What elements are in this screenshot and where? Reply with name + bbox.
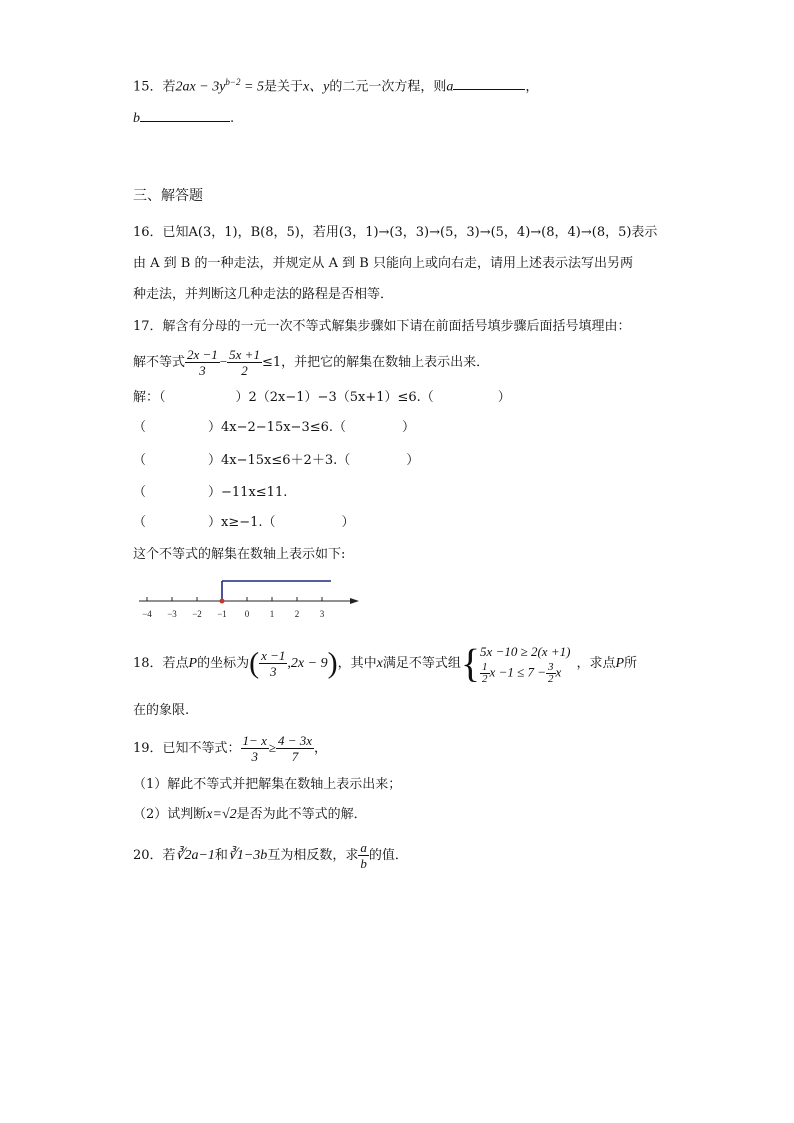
- q18-text-tail2: 所: [624, 656, 638, 671]
- axis-arrow: [350, 598, 359, 604]
- q18-paren-left: (: [249, 646, 260, 680]
- q19-text-post: ，: [314, 741, 328, 756]
- q15-blank-b[interactable]: [140, 109, 230, 122]
- q17-step3-text: ）4x−15x≤6＋2＋3.（: [208, 453, 351, 468]
- q17-step-2: [133, 419, 415, 437]
- q15-eq-lhs: 2ax − 3y: [175, 79, 226, 95]
- q15-text-tail: 的二元一次方程，则: [329, 79, 447, 95]
- q17-step5-open: （: [133, 515, 147, 530]
- tick-label: 2: [294, 609, 300, 619]
- q20-root-2: ∛1−3b: [227, 848, 268, 863]
- q19-fraction-1: $\frac{1- x}{3}$: [242, 733, 267, 764]
- q15-exponent: b−2: [225, 77, 241, 87]
- q19-ge: ≥: [268, 740, 276, 755]
- q15-line1: [133, 73, 538, 96]
- q18-system-eq2: $\frac{1}{2}$ x −1 ≤ 7 − $\frac{3}{2}$ x: [482, 661, 562, 685]
- q17-step4-open: （: [133, 485, 147, 500]
- q17-step-5: [133, 514, 355, 532]
- q15-period: .: [230, 111, 235, 126]
- q17-step5-text: ）x≥−1.（: [208, 515, 276, 530]
- q20-fraction: $\frac{a}{b}$: [360, 840, 367, 871]
- q17-line2: [133, 347, 489, 378]
- q18-text-mid2: ，其中: [337, 656, 377, 671]
- q18-system-eq1: 5x −10 ≥ 2(x +1): [480, 644, 571, 659]
- q17-step1-open: 解：（: [133, 390, 166, 405]
- q15-text-mid: 是关于: [263, 79, 303, 95]
- section-heading: 三、解答题: [133, 188, 203, 204]
- q18-paren-right: ): [327, 646, 338, 680]
- tick-label: 1: [269, 609, 275, 619]
- q19-text-pre: 19．已知不等式：: [133, 741, 241, 756]
- q19-part2-root: √2: [221, 807, 237, 822]
- q17-step3-close: ）: [406, 453, 420, 468]
- q16-line1: 16．已知A(3，1)，B(8，5)，若用(3，1)→(3，3)→(5，3)→(5，4)→(8，4)→(8，5)表示: [133, 225, 658, 240]
- tick-label: 0: [244, 609, 250, 619]
- q15-vars: x、y: [302, 79, 330, 95]
- q17-step3-open: （: [133, 453, 147, 468]
- q17-step4-text: ）−11x≤11.: [208, 485, 288, 500]
- q15-comma: ，: [525, 79, 539, 95]
- q17-step2-open: （: [133, 420, 147, 435]
- q18-text-tail1: ，求点: [576, 656, 616, 671]
- q17-text-post: ≤1，并把它的解集在数轴上表示出来．: [261, 355, 490, 370]
- q19-part1: （1）解此不等式并把解集在数轴上表示出来；: [133, 777, 402, 792]
- q17-step2-text: ）4x−2−15x−3≤6.（: [208, 420, 347, 435]
- q17-fraction-1: $\frac{2x -1}{3}$: [187, 347, 218, 378]
- q16-line3: 种走法，并判断这几种走法的路程是否相等．: [133, 287, 394, 302]
- q15-blank-a[interactable]: [453, 77, 525, 90]
- q15-line2: [133, 109, 234, 128]
- q18-point-p: P: [188, 656, 198, 671]
- q20-text-pre: 20．若: [133, 848, 176, 863]
- q17-step-3: [133, 452, 419, 470]
- q19-part2-x: x=: [206, 807, 222, 822]
- q17-step5-close: ）: [341, 515, 355, 530]
- q18-line1: [133, 636, 637, 692]
- number-line: [133, 574, 363, 624]
- solution-endpoint-dot: [220, 599, 225, 604]
- q20-text-mid: 互为相反数，求: [267, 848, 359, 863]
- q17-axis-caption: 这个不等式的解集在数轴上表示如下:: [133, 547, 346, 562]
- q15-number: 15．若: [133, 79, 176, 95]
- tick-label: −4: [142, 609, 152, 619]
- q15-var-a: a: [446, 79, 454, 95]
- q17-line1: 17．解含有分母的一元一次不等式解集步骤如下请在前面括号填步骤后面括号填理由：: [133, 319, 631, 334]
- tick-label: −2: [192, 609, 202, 619]
- q18-brace: {: [460, 640, 481, 686]
- q19-part2-post: 是否为此不等式的解．: [236, 807, 367, 822]
- q20-text-post: 的值．: [368, 848, 408, 863]
- q17-fraction-2: $\frac{5x +1}{2}$: [229, 347, 260, 378]
- q15-var-b: b: [133, 111, 140, 126]
- q18-system: [480, 642, 570, 685]
- q18-line2: 在的象限.: [133, 703, 190, 718]
- q18-point-p-2: P: [615, 656, 625, 671]
- q18-coord-y: ,2x − 9: [287, 656, 328, 671]
- q17-step1-close: ）: [497, 390, 511, 405]
- q20-line: [133, 840, 408, 871]
- q20-root-1: ∛2a−1: [175, 848, 215, 863]
- q16-line2: 由 A 到 B 的一种走法，并规定从 A 到 B 只能向上或向右走，请用上述表示法写出另两: [133, 256, 633, 271]
- q17-text-pre: 解不等式: [133, 355, 186, 370]
- q17-step-1: [133, 389, 511, 407]
- q19-fraction-2: $\frac{4 - 3x}{7}$: [277, 733, 313, 764]
- q18-number: 18．若点: [133, 656, 189, 671]
- q19-part2-pre: （2）试判断: [133, 807, 207, 822]
- q17-step-4: [133, 484, 287, 502]
- q18-text-mid3: 满足不等式组: [382, 656, 461, 671]
- tick-label: 3: [319, 609, 325, 619]
- tick-label: −3: [167, 609, 177, 619]
- q19-part2: [133, 806, 367, 824]
- q17-minus: −: [219, 354, 228, 369]
- q15-eq-rhs: = 5: [240, 79, 264, 95]
- q18-fraction-x: $\frac{x -1}{3}$: [261, 648, 286, 679]
- q20-text-and: 和: [214, 848, 228, 863]
- q17-step1-text: ）2（2x−1）−3（5x+1）≤6.（: [235, 390, 434, 405]
- q19-line1: [133, 733, 327, 764]
- q18-var-x: x: [376, 656, 383, 671]
- q18-text-mid1: 的坐标为: [197, 656, 250, 671]
- tick-label: −1: [217, 609, 227, 619]
- q17-step2-close: ）: [402, 420, 416, 435]
